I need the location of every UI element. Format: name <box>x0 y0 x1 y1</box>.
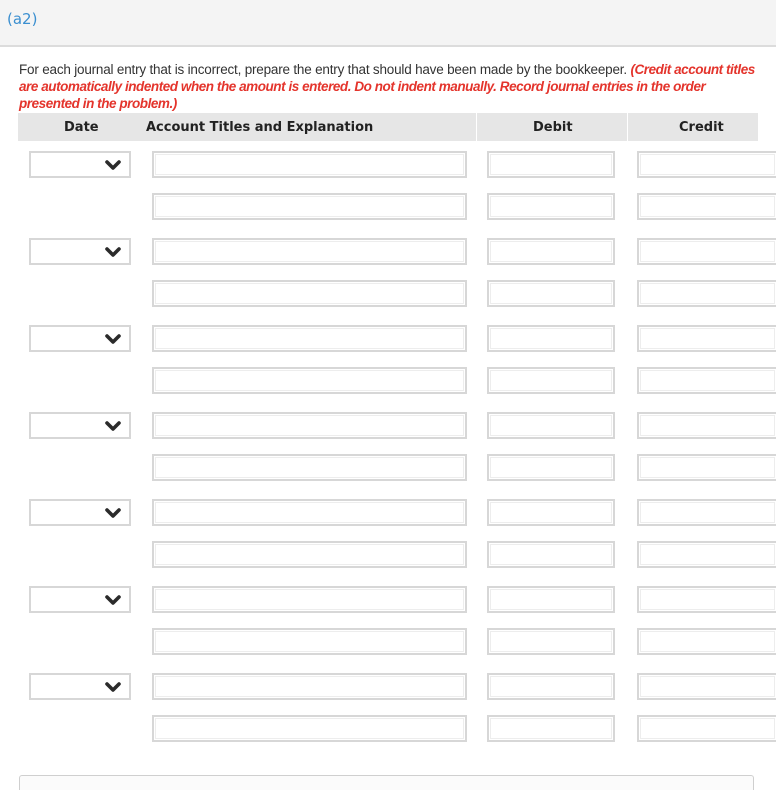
credit-amount-input[interactable] <box>637 280 776 307</box>
debit-amount-input[interactable] <box>487 628 615 655</box>
credit-amount-input[interactable] <box>637 367 776 394</box>
account-title-input[interactable] <box>152 715 467 742</box>
date-select[interactable] <box>29 499 131 526</box>
credit-amount-input[interactable] <box>637 715 776 742</box>
account-title-input[interactable] <box>152 325 467 352</box>
column-header-debit: Debit <box>533 120 573 135</box>
next-section-panel <box>19 775 754 790</box>
column-header-credit: Credit <box>679 120 724 135</box>
account-title-input[interactable] <box>152 151 467 178</box>
account-title-input[interactable] <box>152 367 467 394</box>
part-header <box>0 0 776 47</box>
chevron-down-icon <box>105 245 121 259</box>
credit-amount-input[interactable] <box>637 673 776 700</box>
credit-amount-input[interactable] <box>637 541 776 568</box>
account-title-input[interactable] <box>152 541 467 568</box>
account-title-input[interactable] <box>152 673 467 700</box>
column-header-date: Date <box>64 120 99 135</box>
date-select[interactable] <box>29 238 131 265</box>
account-title-input[interactable] <box>152 586 467 613</box>
account-title-input[interactable] <box>152 412 467 439</box>
debit-amount-input[interactable] <box>487 586 615 613</box>
credit-amount-input[interactable] <box>637 325 776 352</box>
chevron-down-icon <box>105 593 121 607</box>
date-select[interactable] <box>29 325 131 352</box>
debit-amount-input[interactable] <box>487 238 615 265</box>
debit-amount-input[interactable] <box>487 715 615 742</box>
credit-amount-input[interactable] <box>637 628 776 655</box>
credit-amount-input[interactable] <box>637 193 776 220</box>
debit-amount-input[interactable] <box>487 280 615 307</box>
chevron-down-icon <box>105 158 121 172</box>
account-title-input[interactable] <box>152 454 467 481</box>
credit-amount-input[interactable] <box>637 412 776 439</box>
date-select[interactable] <box>29 673 131 700</box>
chevron-down-icon <box>105 680 121 694</box>
date-select[interactable] <box>29 151 131 178</box>
date-select[interactable] <box>29 412 131 439</box>
debit-amount-input[interactable] <box>487 673 615 700</box>
debit-amount-input[interactable] <box>487 193 615 220</box>
debit-amount-input[interactable] <box>487 325 615 352</box>
debit-amount-input[interactable] <box>487 367 615 394</box>
account-title-input[interactable] <box>152 499 467 526</box>
part-label: (a2) <box>7 10 38 28</box>
account-title-input[interactable] <box>152 238 467 265</box>
account-title-input[interactable] <box>152 628 467 655</box>
account-title-input[interactable] <box>152 280 467 307</box>
credit-amount-input[interactable] <box>637 586 776 613</box>
debit-amount-input[interactable] <box>487 499 615 526</box>
chevron-down-icon <box>105 419 121 433</box>
credit-amount-input[interactable] <box>637 499 776 526</box>
chevron-down-icon <box>105 506 121 520</box>
debit-amount-input[interactable] <box>487 541 615 568</box>
instructions-text: For each journal entry that is incorrect, prepare the entry that should have been made by the bookkeeper. <box>19 62 627 77</box>
debit-amount-input[interactable] <box>487 151 615 178</box>
credit-amount-input[interactable] <box>637 151 776 178</box>
debit-amount-input[interactable] <box>487 454 615 481</box>
column-header-account: Account Titles and Explanation <box>146 120 374 135</box>
credit-amount-input[interactable] <box>637 454 776 481</box>
account-title-input[interactable] <box>152 193 467 220</box>
debit-amount-input[interactable] <box>487 412 615 439</box>
instructions <box>19 61 764 112</box>
instructions-note: (Credit account titles are automatically indented when the amount is entered. Do not indent manually. Record journal entries in the order presented in the problem.) <box>19 62 755 111</box>
chevron-down-icon <box>105 332 121 346</box>
credit-amount-input[interactable] <box>637 238 776 265</box>
date-select[interactable] <box>29 586 131 613</box>
journal-table-header <box>18 113 758 141</box>
